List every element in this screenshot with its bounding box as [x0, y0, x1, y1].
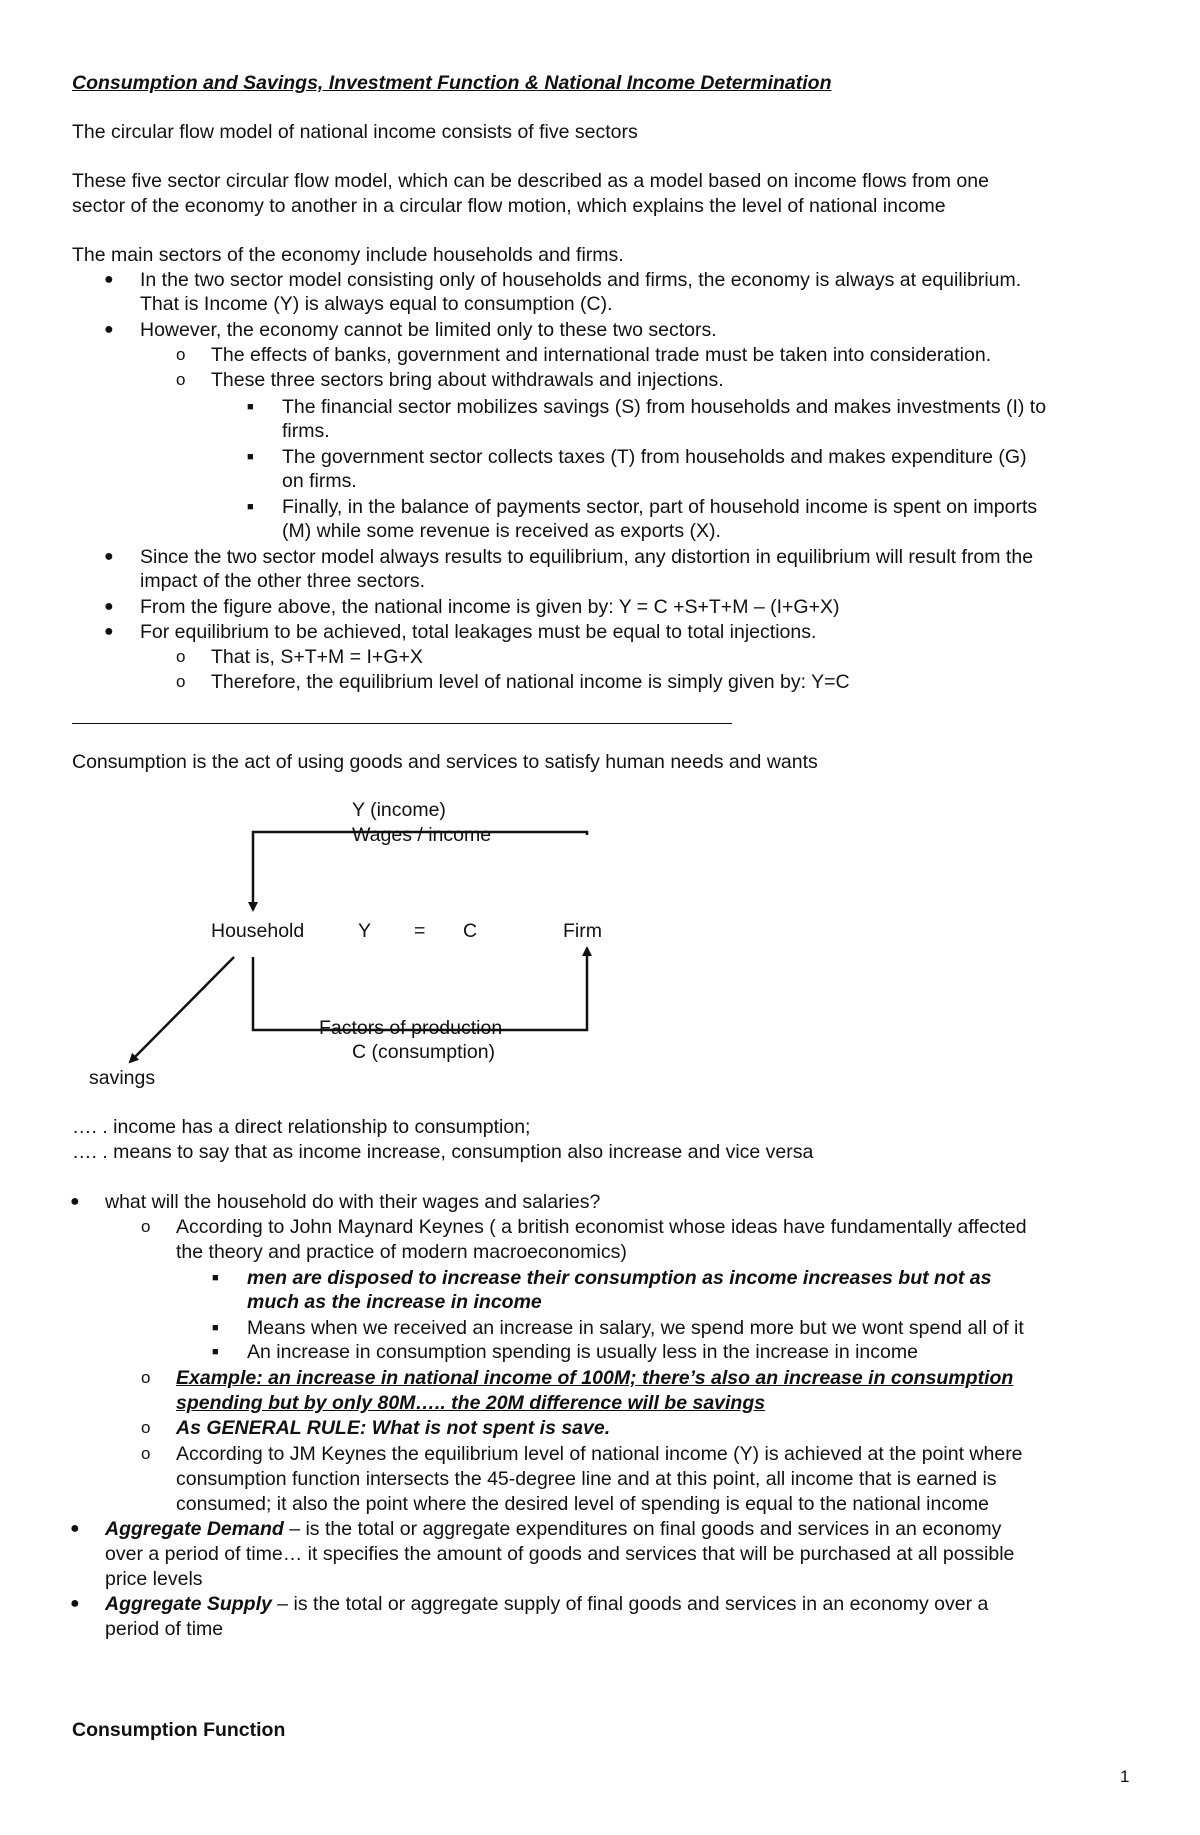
document-title: Consumption and Savings, Investment Function & National Income Determination: [72, 72, 832, 94]
diagram-label-consumption: C (consumption): [352, 1041, 496, 1063]
bullet-circle: o: [176, 345, 186, 364]
list-item: spending but by only 80M….. the 20M difference will be savings: [176, 1392, 766, 1414]
paragraph: The main sectors of the economy include households and firms.: [72, 244, 624, 266]
list-item: price levels: [105, 1568, 203, 1590]
bullet-disc: ●: [104, 548, 114, 565]
definition-text: – is the total or aggregate expenditures on final goods and services in an economy: [283, 1518, 1002, 1540]
paragraph: The circular flow model of national income consists of five sectors: [72, 121, 638, 143]
bullet-square: ■: [247, 501, 254, 513]
bullet-disc: ●: [104, 321, 114, 338]
bullet-circle: o: [141, 1418, 151, 1437]
bullet-square: ■: [212, 1346, 219, 1358]
bullet-disc: ●: [104, 271, 114, 288]
diagram-label-savings: savings: [89, 1067, 156, 1089]
savings-arrow: [130, 957, 234, 1062]
list-item: over a period of time… it specifies the amount of goods and services that will be purchased at all possible: [105, 1543, 1015, 1565]
diagram-label-household: Household: [211, 920, 305, 942]
term-aggregate-demand: Aggregate Demand: [105, 1518, 284, 1540]
diagram-label-c: C: [463, 920, 478, 942]
paragraph: sector of the economy to another in a circular flow motion, which explains the level of national income: [72, 195, 946, 217]
section-heading: Consumption Function: [72, 1719, 286, 1741]
diagram-label-equals: =: [414, 920, 426, 942]
list-item: the theory and practice of modern macroeconomics): [176, 1241, 627, 1263]
bullet-circle: o: [141, 1444, 151, 1463]
list-item: As GENERAL RULE: What is not spent is save.: [176, 1417, 611, 1439]
diagram-label-y: Y: [358, 920, 372, 942]
list-item: These three sectors bring about withdrawals and injections.: [211, 369, 724, 391]
list-item: According to JM Keynes the equilibrium level of national income (Y) is achieved at the point where: [176, 1443, 1023, 1465]
list-item: The government sector collects taxes (T) from households and makes expenditure (G): [282, 446, 1027, 468]
list-item: Since the two sector model always results to equilibrium, any distortion in equilibrium will result from the: [140, 546, 1034, 568]
list-item: (M) while some revenue is received as exports (X).: [282, 520, 721, 542]
list-item: firms.: [282, 420, 330, 442]
list-item: In the two sector model consisting only of households and firms, the economy is always at equilibrium.: [140, 269, 1022, 291]
list-item: That is Income (Y) is always equal to consumption (C).: [140, 293, 613, 315]
list-item: men are disposed to increase their consumption as income increases but not as: [247, 1267, 992, 1289]
bullet-disc: ●: [70, 1595, 80, 1612]
bullet-disc: ●: [104, 623, 114, 640]
list-item: The effects of banks, government and international trade must be taken into consideration.: [211, 344, 992, 366]
list-item: [105, 1592, 988, 1616]
page-number: 1: [1120, 1767, 1130, 1786]
list-item: From the figure above, the national income is given by: Y = C +S+T+M – (I+G+X): [140, 596, 840, 618]
diagram-label-y-income: Y (income): [352, 799, 446, 821]
paragraph: These five sector circular flow model, which can be described as a model based on income flows from one: [72, 170, 989, 192]
list-item: Finally, in the balance of payments sector, part of household income is spent on imports: [282, 496, 1038, 518]
list-item: The financial sector mobilizes savings (S) from households and makes investments (I) to: [282, 396, 1047, 418]
bullet-square: ■: [212, 1322, 219, 1334]
bullet-square: ■: [212, 1272, 219, 1284]
list-item: consumption function intersects the 45-degree line and at this point, all income that is earned is: [176, 1468, 997, 1490]
list-item: Example: an increase in national income of 100M; there’s also an increase in consumption: [176, 1367, 1014, 1389]
definition-text: – is the total or aggregate supply of final goods and services in an economy over a: [271, 1593, 989, 1615]
diagram-label-firm: Firm: [563, 920, 602, 942]
list-item: That is, S+T+M = I+G+X: [211, 646, 423, 668]
list-item: Means when we received an increase in salary, we spend more but we wont spend all of it: [247, 1317, 1024, 1339]
list-item: what will the household do with their wages and salaries?: [105, 1191, 601, 1213]
paragraph: …. . income has a direct relationship to consumption;: [72, 1116, 531, 1138]
paragraph: Consumption is the act of using goods and services to satisfy human needs and wants: [72, 751, 818, 773]
bullet-disc: ●: [70, 1520, 80, 1537]
list-item: on firms.: [282, 470, 357, 492]
bullet-circle: o: [176, 370, 186, 389]
bullet-circle: o: [176, 672, 186, 691]
list-item: [105, 1517, 1001, 1541]
bullet-circle: o: [176, 647, 186, 666]
bullet-circle: o: [141, 1217, 151, 1236]
list-item: much as the increase in income: [247, 1291, 542, 1313]
list-item: According to John Maynard Keynes ( a british economist whose ideas have fundamentally affected: [176, 1216, 1027, 1238]
list-item: An increase in consumption spending is usually less in the increase in income: [247, 1341, 918, 1363]
list-item: Therefore, the equilibrium level of national income is simply given by: Y=C: [211, 671, 850, 693]
diagram-label-factors: Factors of production: [319, 1017, 503, 1039]
list-item: impact of the other three sectors.: [140, 570, 426, 592]
bullet-disc: ●: [70, 1193, 80, 1210]
diagram-label-wages: Wages / income: [352, 824, 492, 846]
paragraph: …. . means to say that as income increase, consumption also increase and vice versa: [72, 1141, 814, 1163]
bullet-square: ■: [247, 451, 254, 463]
bullet-square: ■: [247, 401, 254, 413]
list-item: consumed; it also the point where the desired level of spending is equal to the national income: [176, 1493, 990, 1515]
term-aggregate-supply: Aggregate Supply: [105, 1593, 272, 1615]
bullet-disc: ●: [104, 598, 114, 615]
list-item: However, the economy cannot be limited only to these two sectors.: [140, 319, 717, 341]
list-item: period of time: [105, 1618, 224, 1640]
bullet-circle: o: [141, 1368, 151, 1387]
list-item: For equilibrium to be achieved, total leakages must be equal to total injections.: [140, 621, 817, 643]
